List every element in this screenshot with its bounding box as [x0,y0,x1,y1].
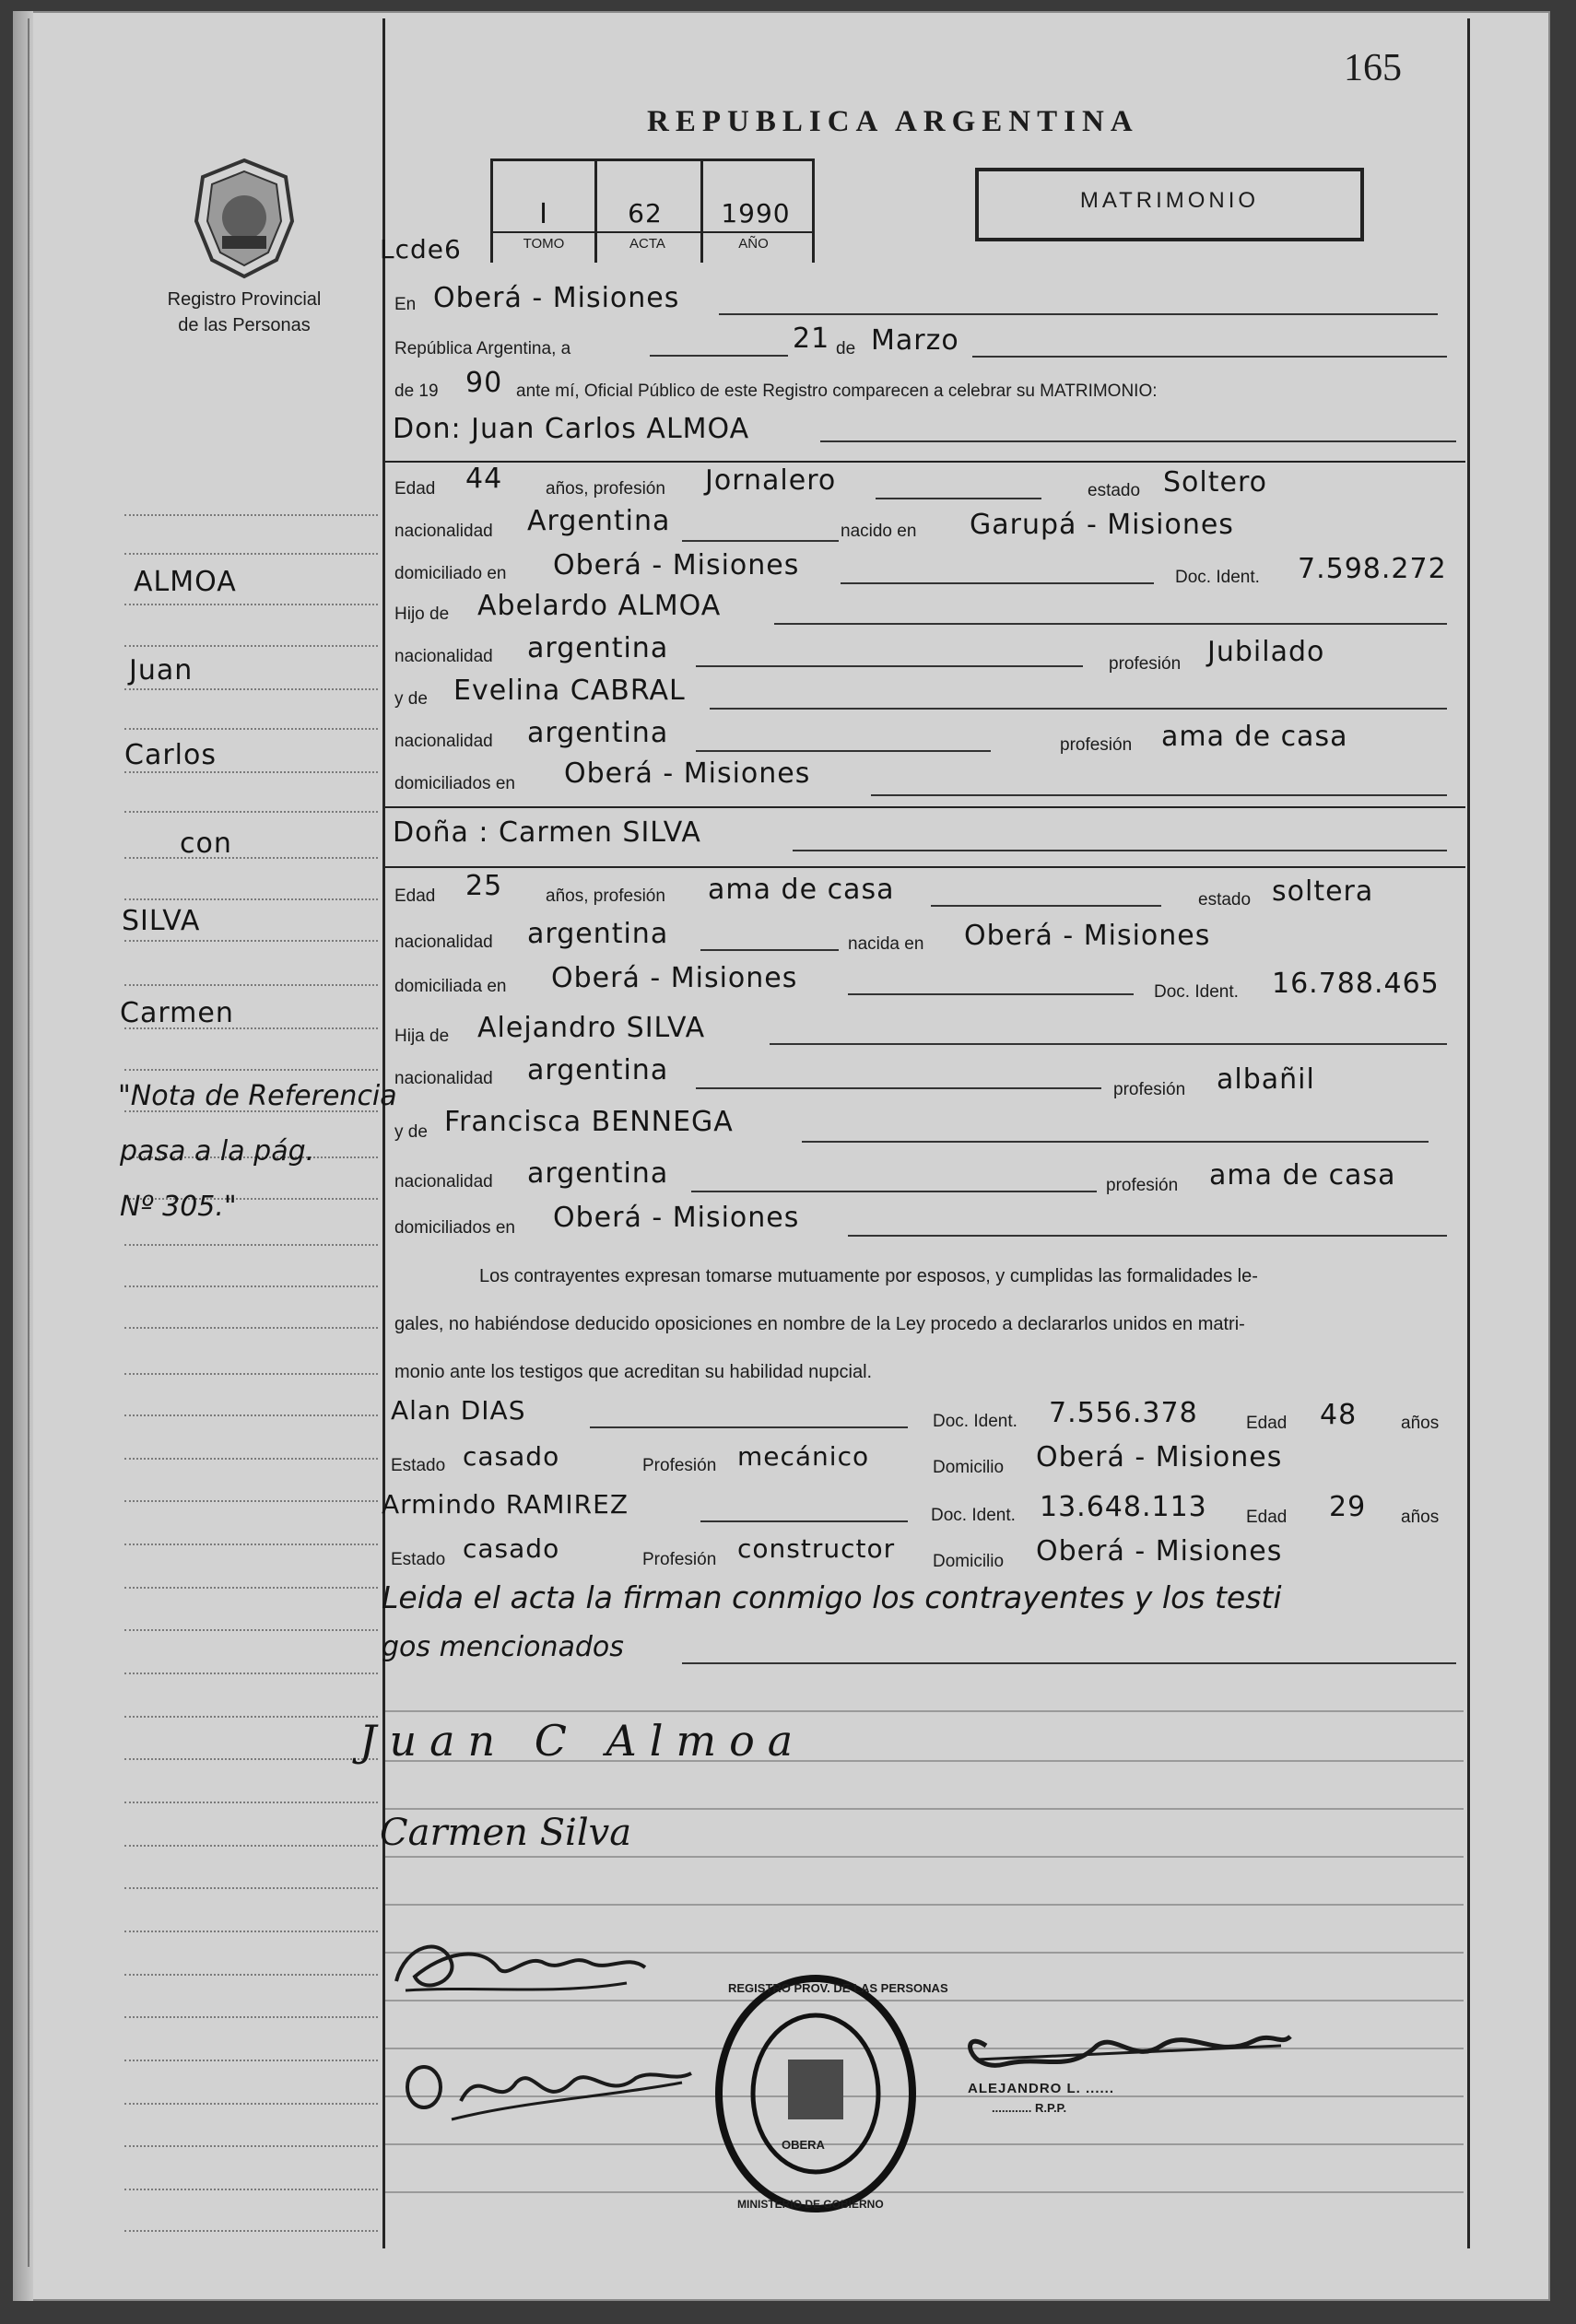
page-number: 165 [1344,47,1402,89]
margin-ref-note: Nº 305." [120,1191,237,1223]
groom-father: Abelardo ALMOA [477,590,722,622]
label-profesion-cap: Profesión [642,1456,717,1475]
label-profesion: profesión [1106,1176,1179,1195]
country-title: REPUBLICA ARGENTINA [647,105,1139,138]
label-edad-cap: Edad [1246,1414,1288,1433]
label-nacionalidad: nacionalidad [394,933,493,952]
bride-status: soltera [1272,875,1374,908]
answer-line [871,794,1447,796]
body-rule [385,1710,1464,1712]
label-anos-profesion: años, profesión [546,886,665,906]
label-domiciliados-en: domiciliados en [394,1218,515,1238]
answer-line [682,1662,1456,1664]
margin-rule [124,2060,378,2061]
groom-doc: 7.598.272 [1298,553,1447,585]
answer-line [696,665,1083,667]
witness1-status: casado [463,1441,560,1472]
label-estado-cap: Estado [391,1456,446,1475]
left-margin-line [382,18,385,2248]
label-hija-de: Hija de [394,1027,450,1046]
place-value: Oberá - Misiones [433,282,680,314]
margin-rule [124,1458,378,1460]
margin-rule [124,1244,378,1246]
groom-nationality: Argentina [527,505,671,537]
margin-ref-note: pasa a la pág. [120,1135,315,1168]
body-rule [385,2191,1464,2193]
groom-parents-domicile: Oberá - Misiones [564,757,811,790]
answer-line [700,1520,908,1522]
official-stamp-line: ............ R.P.P. [992,2101,1067,2115]
margin-rule [124,2230,378,2232]
answer-line [848,1235,1447,1237]
margin-ref-note: "Nota de Referencia [118,1080,397,1112]
label-profesion-cap: Profesión [642,1550,717,1569]
margin-rule [124,688,378,690]
margin-rule [124,2016,378,2018]
margin-rule [124,771,378,773]
answer-line [848,993,1134,995]
witness2-name: Armindo RAMIREZ [382,1489,629,1520]
label-doc-ident: Doc. Ident. [931,1506,1016,1525]
label-anos-profesion: años, profesión [546,479,665,499]
margin-rule [124,1931,378,1932]
label-republica: República Argentina, a [394,339,571,358]
label-nacida-en: nacida en [848,934,924,954]
provincial-seal-icon [189,157,300,281]
section-divider [385,806,1465,808]
label-edad-cap: Edad [1246,1508,1288,1527]
groom-father-profession: Jubilado [1207,636,1325,668]
answer-line [682,540,839,542]
bride-father-nationality: argentina [527,1054,669,1086]
margin-rule [124,1285,378,1287]
declaration-line: monio ante los testigos que acreditan su habilidad nupcial. [394,1362,873,1382]
groom-signature: Juan C Almoa [359,1716,806,1766]
stamp-center: OBERA [782,2138,825,2152]
label-domiciliados-en: domiciliados en [394,774,515,793]
margin-rule [124,1716,378,1718]
margin-rule [124,1327,378,1329]
label-nacionalidad: nacionalidad [394,1172,493,1191]
margin-rule [124,2189,378,2190]
margin-rule [124,1845,378,1847]
label-y-de: y de [394,1122,428,1142]
groom-father-nationality: argentina [527,632,669,664]
date-day: 21 [793,323,830,355]
label-y-de: y de [394,689,428,709]
stamp-text-top: REGISTRO PROV. DE LAS PERSONAS [728,1981,948,1995]
label-de-19: de 19 [394,381,439,401]
label-hijo-de: Hijo de [394,604,450,624]
record-type-label: MATRIMONIO [1079,188,1260,213]
ano-value: 1990 [721,198,791,229]
label-domiciliado-en: domiciliado en [394,564,507,583]
margin-note: con [180,827,232,860]
body-rule [385,1808,1464,1810]
margin-rule [124,1500,378,1502]
official-signature [949,2009,1300,2092]
margin-rule [124,898,378,900]
answer-line [841,582,1154,584]
label-anos: años [1401,1414,1440,1433]
answer-line [820,440,1456,442]
acta-value: 62 [628,198,663,229]
answer-line [802,1141,1429,1143]
bride-profession: ama de casa [708,874,895,906]
margin-rule [124,1758,378,1760]
margin-rule [124,1373,378,1375]
label-profesion: profesión [1113,1080,1186,1099]
label-domiciliada-en: domiciliada en [394,977,507,996]
margin-note: SILVA [122,905,201,937]
bride-father-profession: albañil [1217,1063,1315,1096]
date-month: Marzo [871,324,959,357]
answer-line [774,623,1447,625]
acta-label: ACTA [629,236,665,252]
stamp-text-bottom: MINISTERIO DE GOBIERNO [737,2198,884,2211]
groom-age: 44 [465,463,503,495]
answer-line [691,1191,1097,1192]
answer-line [876,498,1041,499]
witness1-age: 48 [1320,1399,1358,1431]
answer-line [793,850,1447,851]
witness1-name: Alan DIAS [391,1395,526,1426]
answer-line [710,708,1447,710]
answer-line [700,949,839,951]
binding-rule [28,18,29,2267]
body-rule [385,2143,1464,2145]
margin-rule [124,1543,378,1545]
answer-line [972,356,1447,358]
registry-stamp [710,1972,922,2216]
margin-rule [124,1069,378,1071]
witness1-doc: 7.556.378 [1049,1397,1198,1429]
section-divider [385,866,1465,868]
label-nacionalidad: nacionalidad [394,647,493,666]
label-nacido-en: nacido en [841,522,917,541]
tomo-value: I [539,198,548,230]
label-en: En [394,295,417,314]
answer-line [650,355,788,357]
label-nacionalidad: nacionalidad [394,1069,493,1088]
label-edad: Edad [394,886,436,906]
margin-rule [124,940,378,942]
book-binding [13,11,33,2301]
witness2-age: 29 [1329,1491,1367,1523]
groom-domicile: Oberá - Misiones [553,549,800,581]
groom-mother-nationality: argentina [527,717,669,749]
witness2-domicile: Oberá - Misiones [1036,1535,1283,1567]
bride-father: Alejandro SILVA [477,1012,706,1044]
bride-mother-profession: ama de casa [1209,1159,1396,1191]
declaration-line: Los contrayentes expresan tomarse mutuamente por esposos, y cumplidas las formalidades le- [479,1266,1258,1286]
margin-rule [124,553,378,555]
bride-doc: 16.788.465 [1272,968,1440,1000]
margin-note: Juan [129,654,194,687]
answer-line [719,313,1438,315]
margin-rule [124,2145,378,2147]
label-edad: Edad [394,479,436,499]
groom-name: Don: Juan Carlos ALMOA [393,413,750,445]
declaration-line: gales, no habiéndose deducido oposiciones en nombre de la Ley procedo a declararlos unidos en matri- [394,1314,1245,1334]
label-domicilio: Domicilio [933,1552,1005,1571]
answer-line [931,905,1161,907]
label-domicilio: Domicilio [933,1458,1005,1477]
right-margin-line [1467,18,1470,2248]
witness2-signature [396,2046,700,2138]
margin-rule [124,2103,378,2105]
label-profesion: profesión [1109,654,1182,674]
section-divider [385,461,1465,463]
label-doc-ident: Doc. Ident. [933,1412,1017,1431]
margin-rule [124,1587,378,1589]
prefix-note: Lcde6 [380,234,462,264]
witness2-profession: constructor [737,1533,896,1564]
answer-line [696,1087,1101,1089]
label-nacionalidad: nacionalidad [394,732,493,751]
bride-nationality: argentina [527,918,669,950]
margin-rule [124,604,378,605]
official-stamp-line: ALEJANDRO L. ...... [968,2081,1115,2096]
groom-profession: Jornalero [705,464,837,497]
margin-rule [124,1414,378,1416]
label-nacionalidad: nacionalidad [394,522,493,541]
groom-mother: Evelina CABRAL [453,675,686,707]
label-doc-ident: Doc. Ident. [1154,982,1239,1002]
margin-rule [124,984,378,986]
bride-signature: Carmen Silva [380,1812,632,1854]
body-rule [385,1904,1464,1906]
label-anos: años [1401,1508,1440,1527]
registry-name-1: Registro Provincial [167,289,322,310]
bride-age: 25 [465,870,503,902]
margin-rule [124,1887,378,1889]
margin-note: Carmen [120,997,234,1029]
witness2-status: casado [463,1533,560,1564]
witness1-signature [387,1926,664,2009]
label-doc-ident: Doc. Ident. [1175,568,1260,587]
label-ante-mi: ante mí, Oficial Público de este Registro comparecen a celebrar su MATRIMONIO: [516,381,1158,401]
margin-rule [124,857,378,859]
closing-line: Leida el acta la firman conmigo los contrayentes y los testi [382,1579,1282,1615]
tomo-label: TOMO [523,236,565,252]
margin-note: ALMOA [134,566,237,598]
label-estado: estado [1198,890,1252,910]
ano-label: AÑO [738,236,769,252]
margin-rule [124,514,378,516]
bride-mother: Francisca BENNEGA [444,1106,734,1138]
bride-mother-nationality: argentina [527,1157,669,1190]
witness1-domicile: Oberá - Misiones [1036,1441,1283,1473]
margin-rule [124,728,378,730]
label-estado-cap: Estado [391,1550,446,1569]
label-estado: estado [1088,481,1141,500]
witness2-doc: 13.648.113 [1040,1491,1207,1523]
margin-rule [124,645,378,647]
margin-rule [124,1629,378,1631]
label-de-mes: de [836,339,856,358]
answer-line [696,750,991,752]
margin-rule [124,1673,378,1674]
date-year: 90 [465,367,503,399]
margin-rule [124,1974,378,1976]
body-rule [385,1856,1464,1858]
margin-rule [124,1802,378,1803]
groom-mother-profession: ama de casa [1161,721,1348,753]
label-profesion: profesión [1060,735,1133,755]
bride-domicile: Oberá - Misiones [551,962,798,994]
registry-name-2: de las Personas [178,315,311,335]
groom-status: Soltero [1163,466,1267,499]
bride-parents-domicile: Oberá - Misiones [553,1202,800,1234]
answer-line [590,1426,908,1428]
witness1-profession: mecánico [737,1441,870,1472]
bride-birthplace: Oberá - Misiones [964,920,1211,952]
closing-line: gos mencionados [382,1631,624,1663]
margin-note: Carlos [124,739,217,771]
margin-rule [124,811,378,813]
bride-name: Doña : Carmen SILVA [393,816,701,849]
answer-line [770,1043,1447,1045]
groom-birthplace: Garupá - Misiones [970,509,1234,541]
